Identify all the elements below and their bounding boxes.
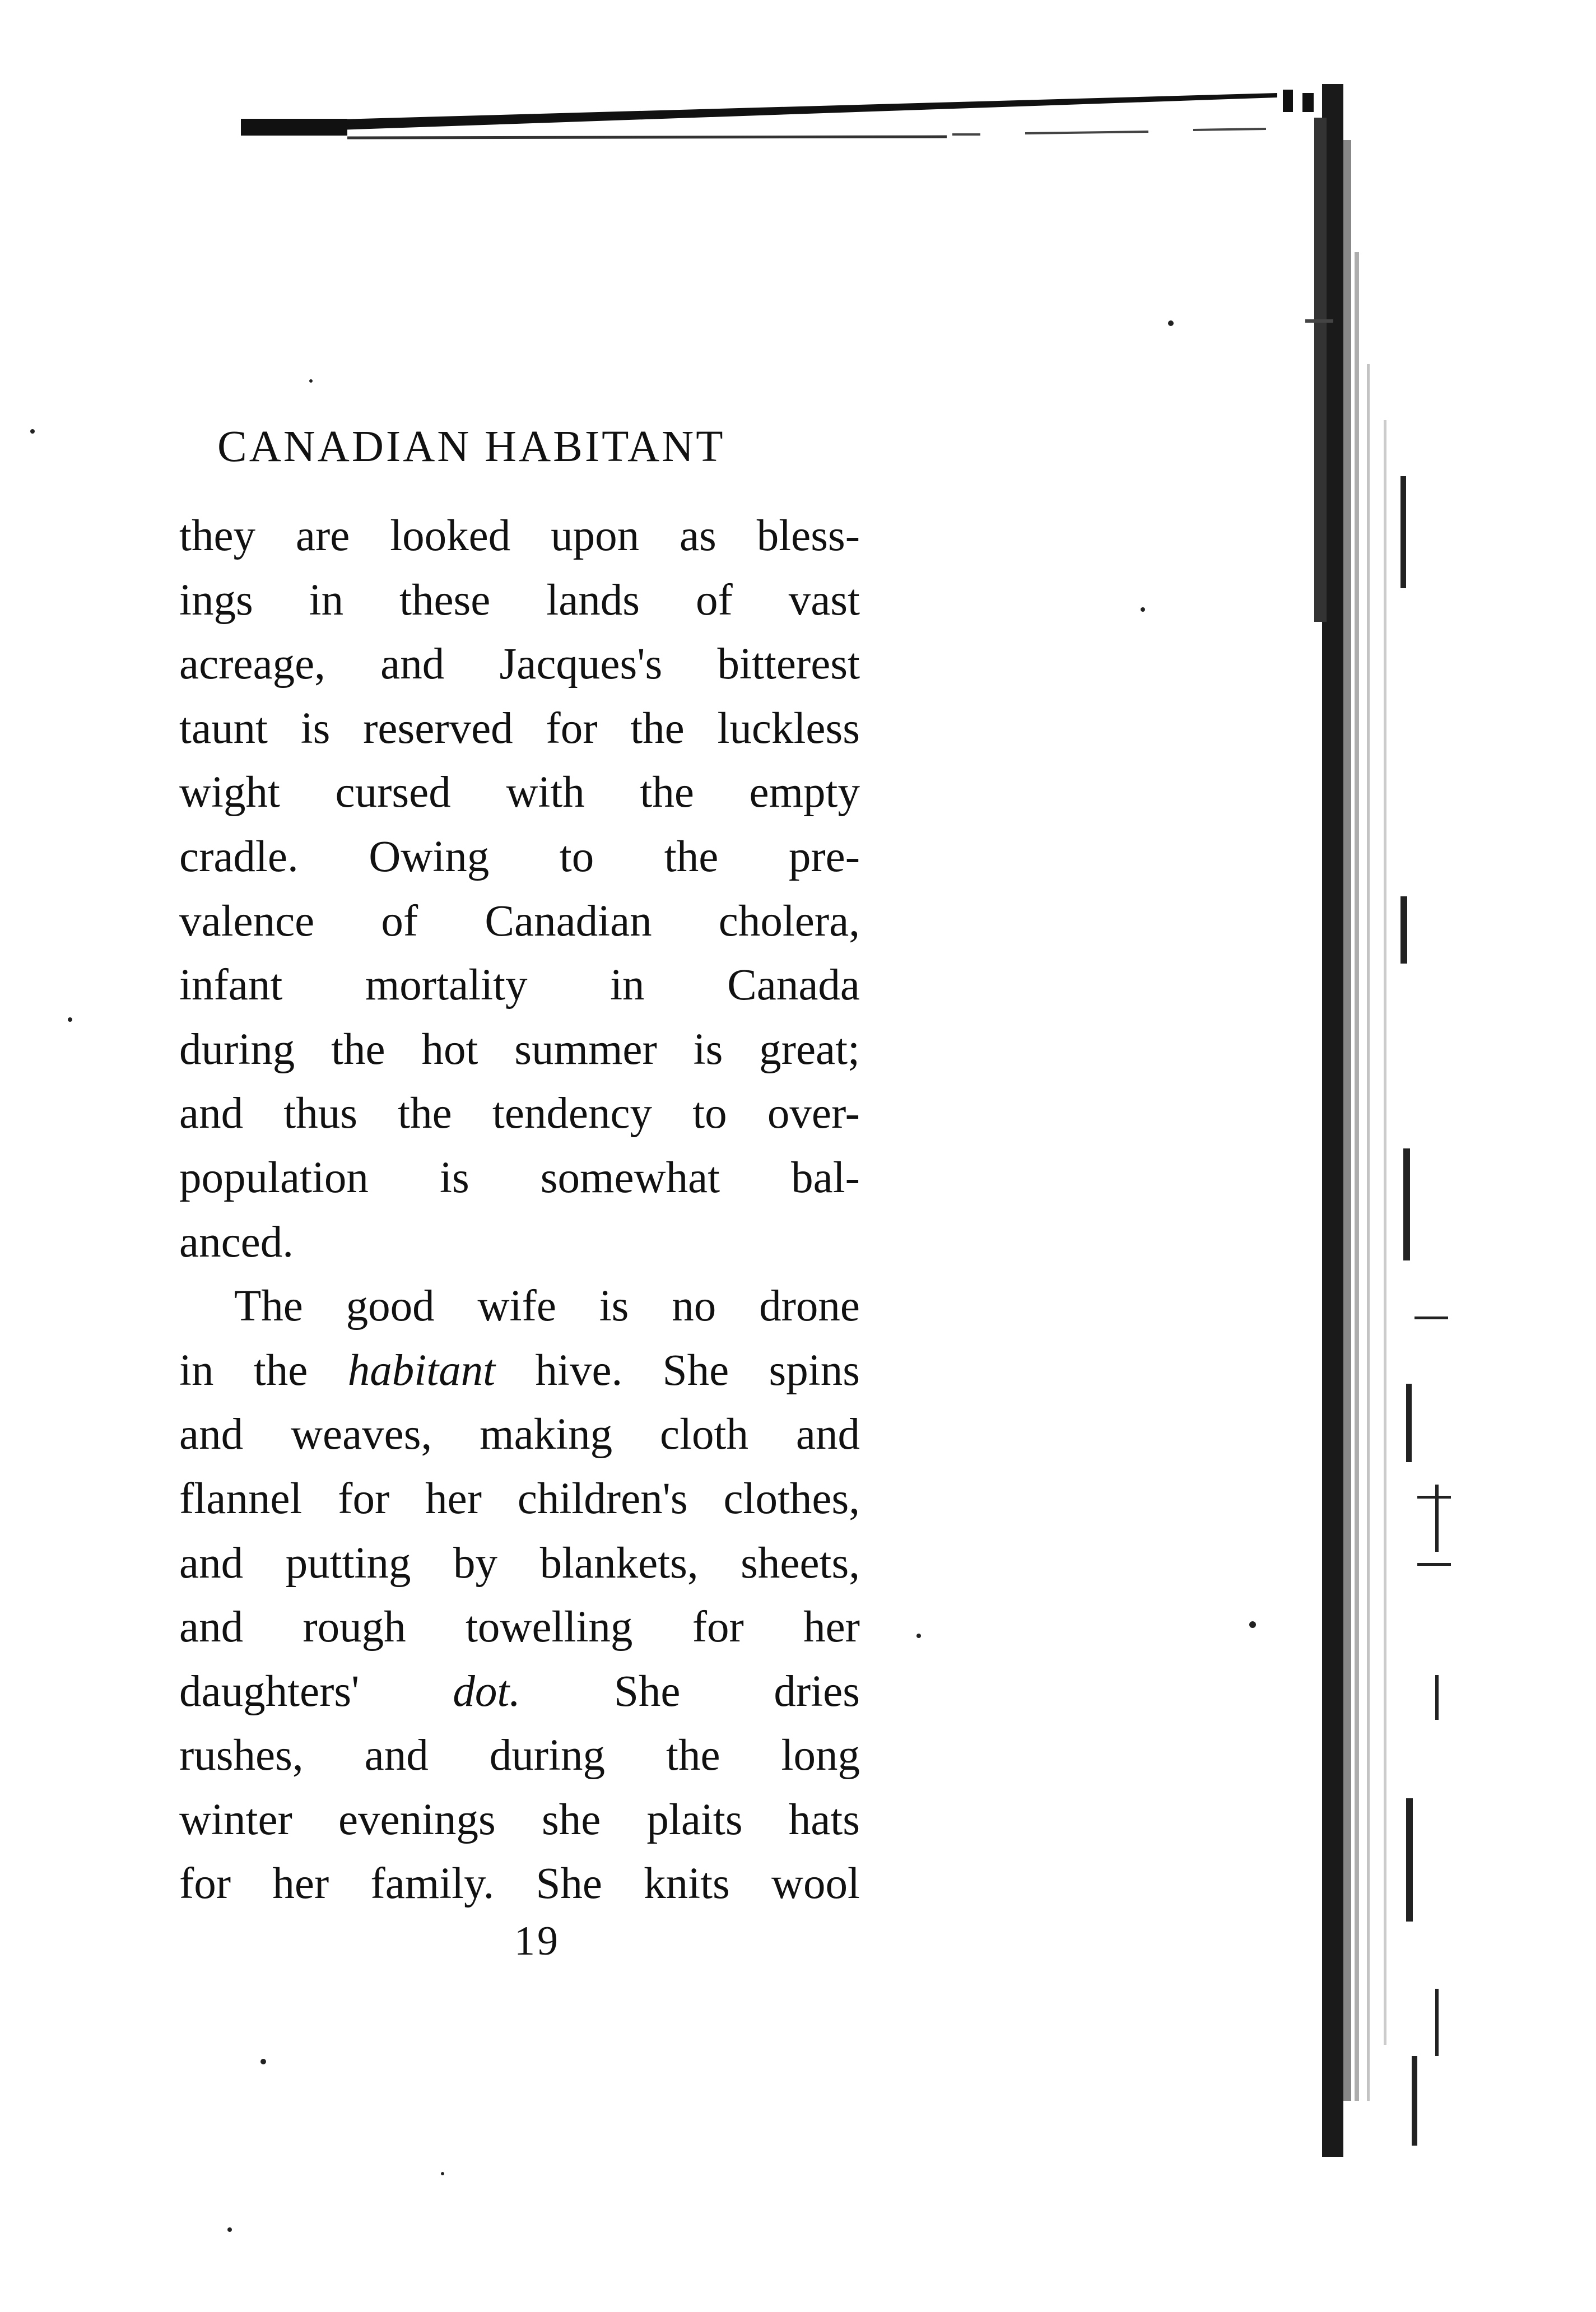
text-segment: hive. She spins [495, 1346, 860, 1395]
text-line: acreage, and Jacques's bitterest [179, 640, 860, 689]
italic-word: habitant [347, 1346, 496, 1395]
text-segment: daughters' [179, 1667, 453, 1716]
text-line: taunt is reserved for the luckless [179, 704, 860, 753]
text-line: during the hot summer is great; [179, 1025, 860, 1074]
text-segment: She dries [520, 1667, 860, 1716]
text-line-with-italic [179, 1339, 860, 1403]
text-line-with-italic [179, 1660, 860, 1724]
text-line: and thus the tendency to over- [179, 1089, 860, 1138]
text-line: wight cursed with the empty [179, 768, 860, 817]
text-line: winter evenings she plaits hats [179, 1795, 860, 1844]
text-line: they are looked upon as bless- [179, 511, 860, 560]
italic-word: dot. [453, 1667, 521, 1716]
text-line: and rough towelling for her [179, 1603, 860, 1652]
text-line: and putting by blankets, sheets, [179, 1538, 860, 1588]
text-line: flannel for her children's clothes, [179, 1474, 860, 1523]
text-line: ings in these lands of vast [179, 575, 860, 625]
page-number: 19 [514, 1918, 560, 1964]
text-line: and weaves, making cloth and [179, 1410, 860, 1459]
running-head: CANADIAN HABITANT [217, 422, 725, 471]
text-line: population is somewhat bal- [179, 1153, 860, 1202]
top-rule [241, 90, 1322, 151]
text-line: The good wife is no drone [234, 1282, 860, 1331]
text-segment: in the [179, 1346, 348, 1395]
text-line: cradle. Owing to the pre- [179, 832, 860, 881]
scanned-edge-artifact [1288, 84, 1490, 2174]
text-line: infant mortality in Canada [179, 961, 860, 1010]
page-body-text [179, 504, 860, 1916]
text-line: anced. [179, 1217, 294, 1267]
text-line: for her family. She knits wool [179, 1859, 860, 1909]
text-line: rushes, and during the long [179, 1731, 860, 1780]
text-line: valence of Canadian cholera, [179, 896, 860, 946]
